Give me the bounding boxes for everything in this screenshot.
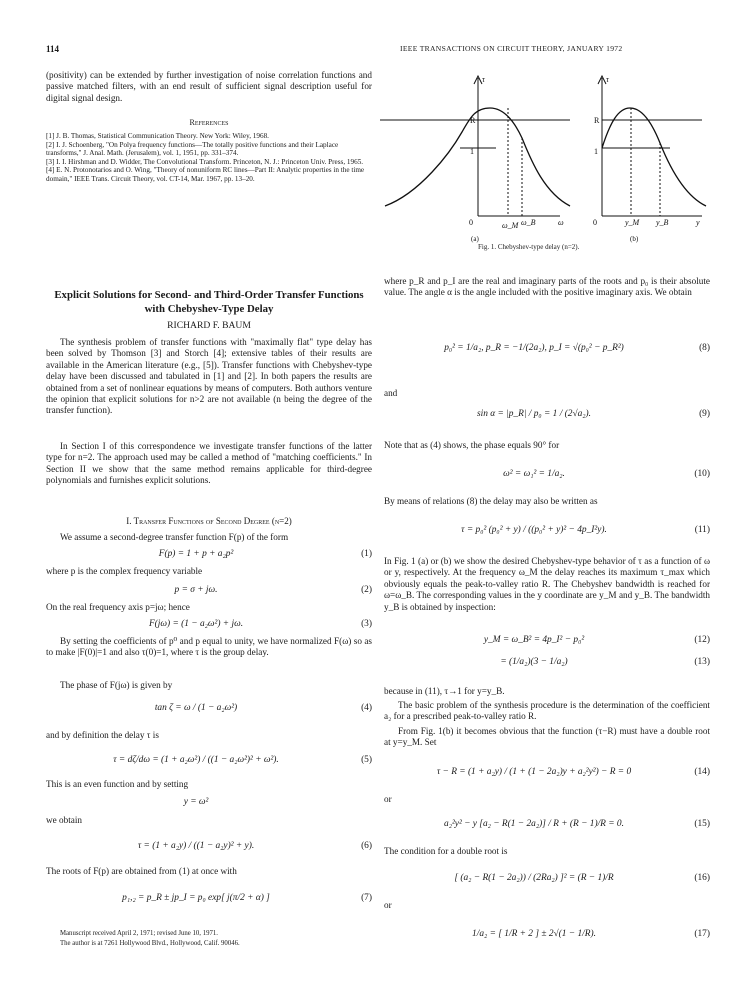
panel-b-tick-label: y [696, 218, 700, 227]
references-heading: References [189, 118, 229, 127]
text-line: where p is the complex frequency variable [46, 566, 203, 576]
text-line: This is an even function and by setting [46, 779, 189, 789]
paragraph-normalization: By setting the coefficients of p⁰ and p equal to unity, we have normalized F(ω) so as to make |F(0)|=1 and also τ(0)=1, where τ is the group delay. [46, 636, 372, 658]
text-line: we obtain [46, 815, 82, 825]
panel-a-tick-label: ω_M [502, 221, 519, 230]
paragraph-chebyshev-behavior: In Fig. 1 (a) or (b) we show the desired Chebyshev-type behavior of τ as a function of ω or y, respectively. At the frequency ω_M the delay reaches its maximum τ_max which obviously equals the peak-to-valley ratio R. The Chebyshev bandwidth is reached for ω=ω_B. The corresponding values in the y coordinate are y_M and y_B. The bandwidth y_B is obtained by inspection: [384, 556, 710, 612]
panel-b-y-label: τ [606, 75, 609, 84]
section-heading-1: I. Transfer Functions of Second Degree (n=2) [126, 516, 292, 526]
running-header: IEEE TRANSACTIONS ON CIRCUIT THEORY, JANUARY 1972 [400, 44, 623, 53]
text-line: or [384, 794, 392, 804]
reference-item: [3] I. I. Hirshman and D. Widder, The Convolutional Transform. Princeton, N. J.: Princeton Univ. Press, 1965. [46, 157, 364, 166]
panel-b-delay-curve [602, 108, 706, 206]
reference-item: [4] E. N. Protonotarios and O. Wing, "Theory of nonuniform RC lines—Part II: Analytic properties in the time domain," IEEE Trans. Circuit Theory, vol. CT-14, Mar. 1967, pp. 13–20. [46, 166, 365, 183]
article-title: Explicit Solutions for Second- and Third-Order Transfer Functions with Chebyshev-Type Delay [54, 289, 364, 315]
reference-list [46, 132, 372, 184]
panel-b-sublabel: (b) [630, 235, 639, 243]
text-line: Note that as (4) shows, the phase equals 90° for [384, 440, 560, 450]
panel-a-sublabel: (a) [471, 235, 479, 243]
text-line: and [384, 388, 398, 398]
text-line: On the real frequency axis p=jω; hence [46, 602, 190, 612]
panel-b-tick-label: y_M [625, 218, 640, 227]
panel-a-tick-label: 0 [469, 218, 473, 227]
text-line: The roots of F(p) are obtained from (1) at once with [46, 866, 237, 876]
paragraph-synthesis-problem: The basic problem of the synthesis procedure is the determination of the coefficient a₂ for a prescribed peak-to-valley ratio R. [384, 700, 710, 722]
reference-item: [1] J. B. Thomas, Statistical Communication Theory. New York: Wiley, 1968. [46, 132, 269, 140]
figure-caption: Fig. 1. Chebyshev-type delay (n=2). [478, 243, 580, 251]
panel-b-tick-label: 0 [593, 218, 597, 227]
text-line: The condition for a double root is [384, 846, 508, 856]
text-line: The phase of F(jω) is given by [60, 680, 173, 690]
text-line: and by definition the delay τ is [46, 730, 159, 740]
article-author: RICHARD F. BAUM [167, 320, 251, 331]
panel-b-one-label: 1 [594, 147, 598, 156]
text-line: By means of relations (8) the delay may also be written as [384, 496, 598, 506]
page-number: 114 [46, 44, 60, 54]
previous-article-paragraph: (positivity) can be extended by further investigation of noise correlation functions and passive matched filters, with an end result of sufficient signal description useful for digital signal design. [46, 70, 372, 103]
paragraph-roots: where p_R and p_I are the real and imaginary parts of the roots and p₀ is their absolute value. The angle α is the angle included with the positive imaginary axis. We obtain [384, 276, 710, 298]
footnote-received: Manuscript received April 2, 1971; revised June 10, 1971. [60, 930, 218, 937]
panel-a-one-label: 1 [470, 147, 474, 156]
figure-1 [380, 68, 710, 253]
paragraph-intro: The synthesis problem of transfer functions with "maximally flat" type delay has been solved by Thomson [3] and Storch [4]; extensive tables of their results are available in the American literature (e.g., [5]). Transfer functions with Chebyshev-type delay have been discussed and tabulated in [1] and [2]. In both papers the results are obtained from a set of nonlinear equations by means of computers. Both authors venture the opinion that explicit solutions for n>2 are not available (n being the degree of the transfer function). [46, 337, 372, 416]
panel-b-r-label: R [594, 116, 600, 125]
panel-a-tick-label: ω_B [521, 218, 536, 227]
footnote-address: The author is at 7261 Hollywood Blvd., Hollywood, Calif. 90046. [60, 940, 240, 947]
panel-a-r-label: R [470, 116, 476, 125]
panel-a-y-label: τ [482, 75, 485, 84]
text-line: because in (11), τ→1 for y=y_B. [384, 686, 505, 696]
paragraph-double-root: From Fig. 1(b) it becomes obvious that the function (τ−R) must have a double root at y=y_M. Set [384, 726, 710, 748]
panel-b-tick-label: y_B [656, 218, 669, 227]
text-line: We assume a second-degree transfer function F(p) of the form [60, 532, 289, 542]
reference-item: [2] I. J. Schoenberg, "On Polya frequency functions—The totally positive functions and their Laplace transforms," J. Anal. Math. (Jerusalem), vol. 1, 1951, pp. 331–374. [46, 140, 339, 158]
panel-a-tick-label: ω [558, 218, 564, 227]
paragraph-sections: In Section I of this correspondence we investigate transfer functions of the latter type for n=2. The approach used may be called a method of "matching coefficients." In Section II we show that the same method remains applicable for third-degree polynomials and furnishes explicit solutions. [46, 441, 372, 486]
text-line: or [384, 900, 392, 910]
